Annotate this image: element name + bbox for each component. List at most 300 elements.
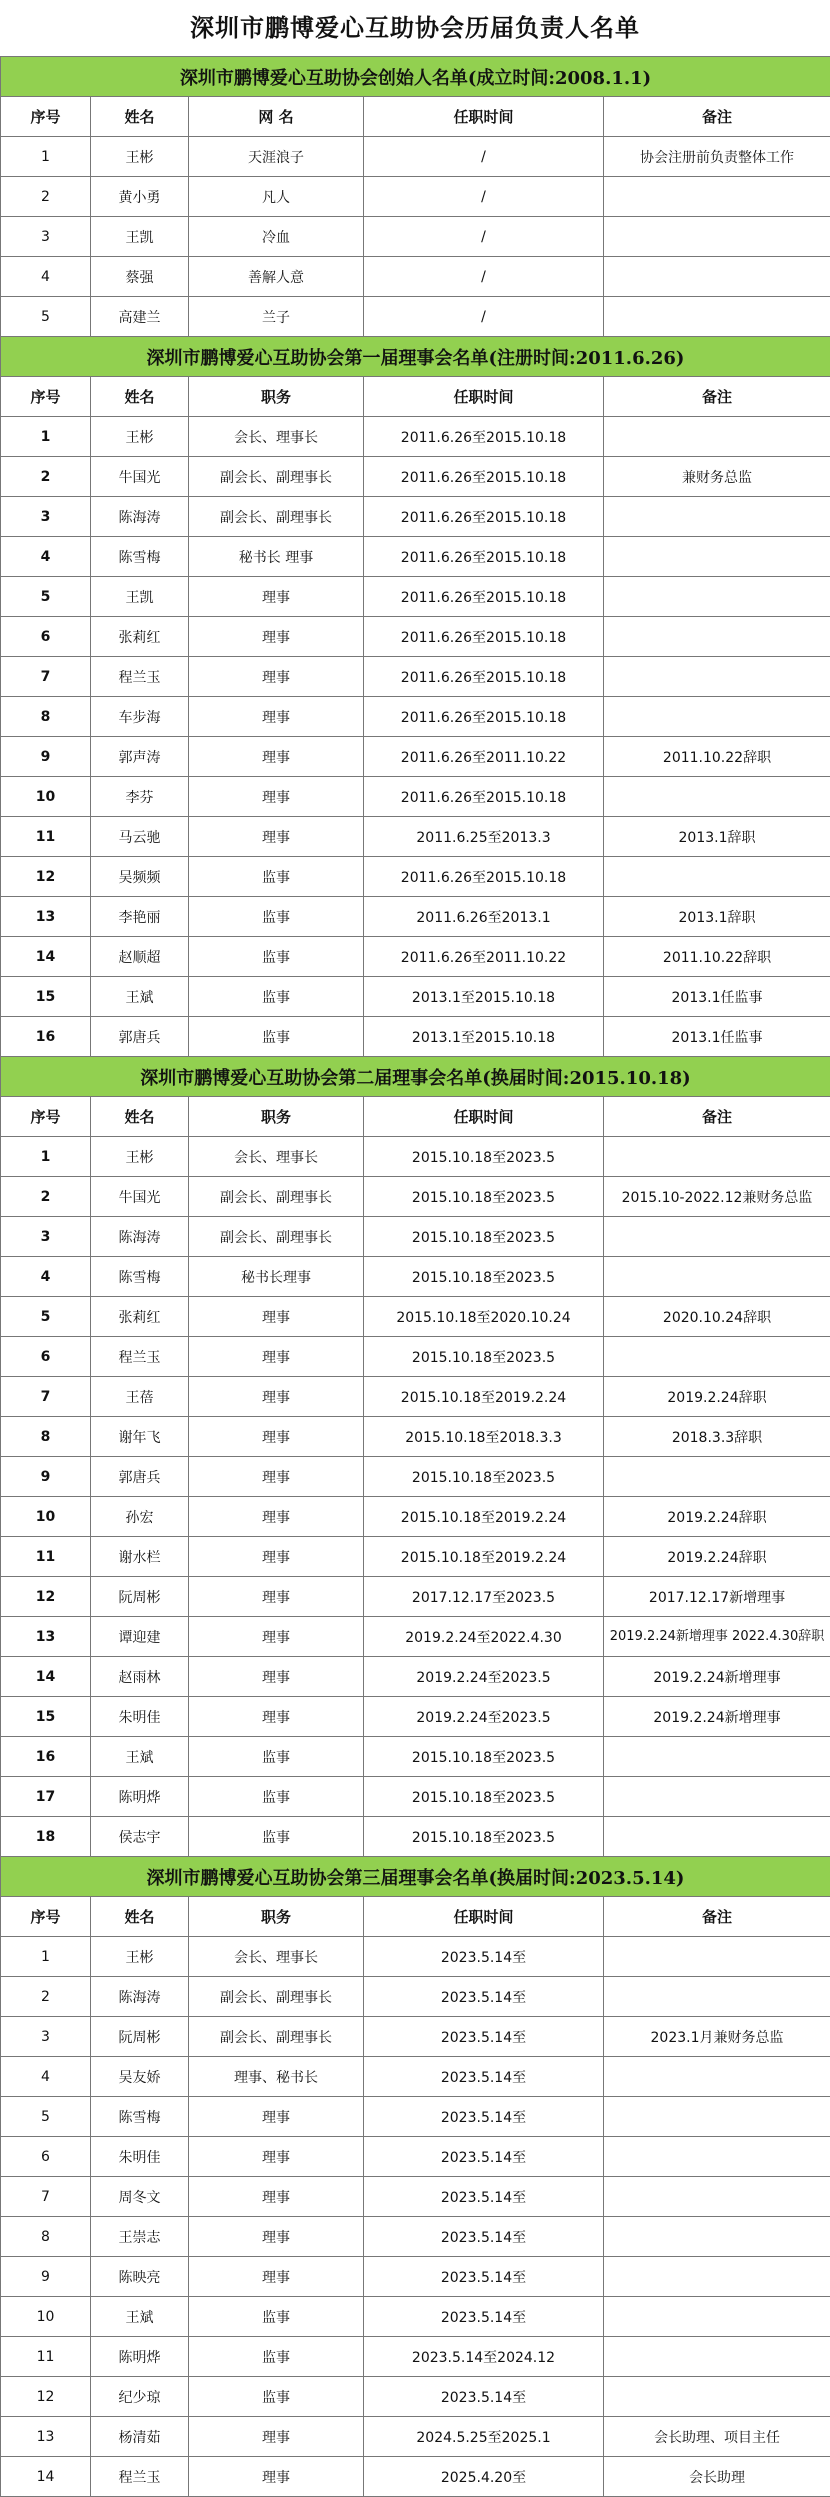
member-name: 朱明佳 [91,1697,189,1737]
table-row [1,417,830,457]
term-period: 2015.10.18至2023.5 [364,1137,604,1177]
remark [604,1457,830,1497]
table-row [1,2457,830,2497]
remark: 2013.1任监事 [604,977,830,1017]
row-index: 11 [1,2337,91,2377]
row-index: 9 [1,2257,91,2297]
remark: 2015.10-2022.12兼财务总监 [604,1177,830,1217]
remark [604,1777,830,1817]
column-header: 姓名 [91,377,189,417]
table-row [1,1177,830,1217]
member-role: 理事 [189,737,364,777]
table-row [1,2257,830,2297]
term-period: 2015.10.18至2023.5 [364,1817,604,1857]
member-role: 理事 [189,2217,364,2257]
remark [604,1937,830,1977]
member-name: 黄小勇 [91,177,189,217]
column-header: 序号 [1,1897,91,1937]
member-role: 理事 [189,2097,364,2137]
remark [604,1817,830,1857]
section-title: 深圳市鹏博爱心互助协会第一届理事会名单(注册时间:2011.6.26) [1,337,830,377]
table-row [1,2377,830,2417]
member-name: 纪少琼 [91,2377,189,2417]
remark [604,417,830,457]
remark [604,1977,830,2017]
remark [604,617,830,657]
member-name: 王彬 [91,1937,189,1977]
row-index: 2 [1,1177,91,1217]
member-role: 会长、理事长 [189,417,364,457]
row-index: 7 [1,2177,91,2217]
row-index: 4 [1,2057,91,2097]
member-name: 程兰玉 [91,657,189,697]
remark: 2019.2.24辞职 [604,1377,830,1417]
member-name: 王斌 [91,2297,189,2337]
member-role: 副会长、副理事长 [189,1177,364,1217]
term-period: 2023.5.14至 [364,2097,604,2137]
member-role: 理事 [189,1377,364,1417]
member-role: 监事 [189,1737,364,1777]
column-header: 备注 [604,1897,830,1937]
table-row [1,1577,830,1617]
member-role: 理事 [189,777,364,817]
row-index: 12 [1,2377,91,2417]
row-index: 3 [1,1217,91,1257]
table-row [1,857,830,897]
member-name: 牛国光 [91,1177,189,1217]
member-role: 理事 [189,697,364,737]
member-role: 监事 [189,897,364,937]
table-row [1,2417,830,2457]
term-period: 2011.6.26至2015.10.18 [364,657,604,697]
member-name: 王斌 [91,1737,189,1777]
term-period: 2013.1至2015.10.18 [364,1017,604,1057]
member-name: 马云驰 [91,817,189,857]
term-period: 2023.5.14至 [364,2297,604,2337]
table-row [1,2297,830,2337]
term-period: 2011.6.25至2013.3 [364,817,604,857]
term-period: 2015.10.18至2023.5 [364,1777,604,1817]
member-name: 张莉红 [91,1297,189,1337]
section-title-row [1,1057,830,1097]
member-role: 理事 [189,1297,364,1337]
member-name: 吴友娇 [91,2057,189,2097]
member-role: 善解人意 [189,257,364,297]
member-role: 理事 [189,657,364,697]
remark [604,1337,830,1377]
column-header: 职务 [189,1897,364,1937]
member-role: 理事 [189,1337,364,1377]
row-index: 7 [1,1377,91,1417]
member-role: 理事 [189,1497,364,1537]
member-name: 郭声涛 [91,737,189,777]
term-period: 2017.12.17至2023.5 [364,1577,604,1617]
member-role: 理事 [189,1617,364,1657]
term-period: 2015.10.18至2023.5 [364,1457,604,1497]
table-row [1,697,830,737]
member-name: 侯志宇 [91,1817,189,1857]
remark: 2013.1任监事 [604,1017,830,1057]
remark: 2019.2.24辞职 [604,1537,830,1577]
term-period: 2015.10.18至2020.10.24 [364,1297,604,1337]
member-role: 理事 [189,617,364,657]
row-index: 13 [1,897,91,937]
member-name: 王彬 [91,1137,189,1177]
term-period: 2023.5.14至 [364,2257,604,2297]
member-name: 陈明烨 [91,2337,189,2377]
term-period: 2023.5.14至 [364,2177,604,2217]
member-name: 陈雪梅 [91,2097,189,2137]
table-row [1,1937,830,1977]
member-role: 监事 [189,2297,364,2337]
member-name: 谭迎建 [91,1617,189,1657]
column-header: 职务 [189,377,364,417]
row-index: 18 [1,1817,91,1857]
row-index: 5 [1,1297,91,1337]
table-row [1,2337,830,2377]
member-role: 理事 [189,1697,364,1737]
remark: 兼财务总监 [604,457,830,497]
remark [604,2377,830,2417]
row-index: 4 [1,1257,91,1297]
column-header: 姓名 [91,97,189,137]
table-row [1,2057,830,2097]
member-role: 监事 [189,2377,364,2417]
member-role: 理事 [189,2457,364,2497]
remark [604,577,830,617]
table-header-row [1,1097,830,1137]
row-index: 10 [1,2297,91,2337]
remark [604,217,830,257]
table-row [1,1617,830,1657]
remark [604,2177,830,2217]
remark: 2023.1月兼财务总监 [604,2017,830,2057]
row-index: 12 [1,857,91,897]
row-index: 10 [1,777,91,817]
member-name: 吴频频 [91,857,189,897]
row-index: 1 [1,417,91,457]
term-period: 2011.6.26至2013.1 [364,897,604,937]
term-period: 2023.5.14至 [364,2057,604,2097]
section-title: 深圳市鹏博爱心互助协会第三届理事会名单(换届时间:2023.5.14) [1,1857,830,1897]
row-index: 8 [1,1417,91,1457]
remark [604,2057,830,2097]
remark [604,2257,830,2297]
term-period: 2011.6.26至2015.10.18 [364,857,604,897]
section-title-row [1,57,830,97]
table-row [1,1977,830,2017]
term-period: 2015.10.18至2019.2.24 [364,1497,604,1537]
row-index: 12 [1,1577,91,1617]
council1-table [0,336,830,1057]
remark [604,1737,830,1777]
row-index: 5 [1,297,91,337]
table-row [1,937,830,977]
table-row [1,257,830,297]
remark [604,2297,830,2337]
row-index: 15 [1,1697,91,1737]
remark: 2020.10.24辞职 [604,1297,830,1337]
term-period: 2015.10.18至2023.5 [364,1737,604,1777]
row-index: 15 [1,977,91,1017]
term-period: 2023.5.14至2024.12 [364,2337,604,2377]
table-row [1,1017,830,1057]
remark [604,777,830,817]
row-index: 7 [1,657,91,697]
term-period: 2011.6.26至2015.10.18 [364,537,604,577]
remark: 2018.3.3辞职 [604,1417,830,1457]
remark [604,257,830,297]
column-header: 任职时间 [364,1097,604,1137]
row-index: 5 [1,2097,91,2137]
row-index: 5 [1,577,91,617]
row-index: 6 [1,2137,91,2177]
member-role: 理事 [189,1577,364,1617]
member-name: 朱明佳 [91,2137,189,2177]
table-row [1,537,830,577]
member-role: 理事 [189,2137,364,2177]
member-name: 王崇志 [91,2217,189,2257]
member-name: 陈海涛 [91,497,189,537]
member-role: 监事 [189,937,364,977]
member-name: 张莉红 [91,617,189,657]
term-period: 2025.4.20至 [364,2457,604,2497]
term-period: / [364,137,604,177]
member-role: 理事 [189,577,364,617]
member-name: 郭唐兵 [91,1017,189,1057]
remark [604,697,830,737]
member-role: 理事 [189,2417,364,2457]
remark: 2011.10.22辞职 [604,937,830,977]
member-name: 王蓓 [91,1377,189,1417]
member-name: 王彬 [91,417,189,457]
table-row [1,617,830,657]
row-index: 2 [1,1977,91,2017]
table-header-row [1,97,830,137]
member-role: 副会长、副理事长 [189,1977,364,2017]
member-role: 理事、秘书长 [189,2057,364,2097]
member-role: 监事 [189,1017,364,1057]
member-name: 程兰玉 [91,1337,189,1377]
table-row [1,1297,830,1337]
remark: 2019.2.24辞职 [604,1497,830,1537]
term-period: 2024.5.25至2025.1 [364,2417,604,2457]
member-name: 王彬 [91,137,189,177]
member-name: 陈海涛 [91,1977,189,2017]
term-period: 2013.1至2015.10.18 [364,977,604,1017]
member-role: 理事 [189,1537,364,1577]
row-index: 14 [1,1657,91,1697]
row-index: 1 [1,1937,91,1977]
table-row [1,817,830,857]
column-header: 任职时间 [364,97,604,137]
table-row [1,1497,830,1537]
column-header: 任职时间 [364,377,604,417]
table-row [1,2017,830,2057]
column-header: 姓名 [91,1897,189,1937]
row-index: 3 [1,217,91,257]
member-name: 王凯 [91,577,189,617]
table-row [1,137,830,177]
term-period: 2015.10.18至2023.5 [364,1337,604,1377]
member-role: 秘书长理事 [189,1257,364,1297]
row-index: 3 [1,497,91,537]
term-period: 2023.5.14至 [364,2377,604,2417]
term-period: 2015.10.18至2023.5 [364,1217,604,1257]
column-header: 职务 [189,1097,364,1137]
member-role: 凡人 [189,177,364,217]
column-header: 序号 [1,97,91,137]
row-index: 16 [1,1737,91,1777]
table-row [1,657,830,697]
member-role: 会长、理事长 [189,1937,364,1977]
row-index: 13 [1,2417,91,2457]
member-role: 副会长、副理事长 [189,497,364,537]
column-header: 序号 [1,1097,91,1137]
table-row [1,497,830,537]
member-role: 监事 [189,1777,364,1817]
member-name: 李艳丽 [91,897,189,937]
remark [604,2097,830,2137]
member-role: 理事 [189,1657,364,1697]
table-row [1,2137,830,2177]
member-name: 郭唐兵 [91,1457,189,1497]
section-title: 深圳市鹏博爱心互助协会创始人名单(成立时间:2008.1.1) [1,57,830,97]
term-period: 2015.10.18至2019.2.24 [364,1537,604,1577]
member-role: 理事 [189,817,364,857]
member-name: 牛国光 [91,457,189,497]
table-row [1,457,830,497]
row-index: 8 [1,2217,91,2257]
term-period: 2023.5.14至 [364,1937,604,1977]
remark: 2017.12.17新增理事 [604,1577,830,1617]
row-index: 9 [1,737,91,777]
row-index: 6 [1,617,91,657]
member-name: 阮周彬 [91,2017,189,2057]
column-header: 备注 [604,1097,830,1137]
term-period: 2011.6.26至2015.10.18 [364,497,604,537]
member-role: 天涯浪子 [189,137,364,177]
remark [604,537,830,577]
section-title: 深圳市鹏博爱心互助协会第二届理事会名单(换届时间:2015.10.18) [1,1057,830,1097]
table-row [1,1417,830,1457]
member-role: 兰子 [189,297,364,337]
member-role: 监事 [189,2337,364,2377]
term-period: 2011.6.26至2015.10.18 [364,457,604,497]
table-row [1,2217,830,2257]
term-period: 2011.6.26至2015.10.18 [364,577,604,617]
table-row [1,1817,830,1857]
remark: 2013.1辞职 [604,817,830,857]
remark: 2011.10.22辞职 [604,737,830,777]
term-period: 2015.10.18至2019.2.24 [364,1377,604,1417]
table-header-row [1,377,830,417]
member-role: 理事 [189,1457,364,1497]
term-period: 2023.5.14至 [364,1977,604,2017]
remark [604,2217,830,2257]
term-period: 2019.2.24至2023.5 [364,1697,604,1737]
member-name: 陈海涛 [91,1217,189,1257]
council2-table [0,1056,830,1857]
term-period: / [364,297,604,337]
member-name: 陈雪梅 [91,537,189,577]
member-role: 监事 [189,1817,364,1857]
remark [604,177,830,217]
term-period: 2015.10.18至2023.5 [364,1177,604,1217]
table-row [1,1377,830,1417]
term-period: 2011.6.26至2015.10.18 [364,777,604,817]
row-index: 10 [1,1497,91,1537]
member-name: 赵顺超 [91,937,189,977]
column-header: 备注 [604,97,830,137]
member-role: 会长、理事长 [189,1137,364,1177]
table-row [1,1697,830,1737]
row-index: 4 [1,537,91,577]
row-index: 9 [1,1457,91,1497]
member-role: 副会长、副理事长 [189,1217,364,1257]
member-name: 周冬文 [91,2177,189,2217]
column-header: 任职时间 [364,1897,604,1937]
row-index: 1 [1,137,91,177]
remark [604,2137,830,2177]
table-row [1,737,830,777]
table-row [1,2097,830,2137]
table-row [1,297,830,337]
row-index: 11 [1,1537,91,1577]
table-row [1,1217,830,1257]
column-header: 姓名 [91,1097,189,1137]
remark [604,857,830,897]
remark: 会长助理、项目主任 [604,2417,830,2457]
row-index: 2 [1,177,91,217]
remark [604,657,830,697]
row-index: 6 [1,1337,91,1377]
member-name: 杨清茹 [91,2417,189,2457]
term-period: 2011.6.26至2015.10.18 [364,697,604,737]
member-name: 陈映亮 [91,2257,189,2297]
remark: 2019.2.24新增理事 [604,1657,830,1697]
term-period: 2011.6.26至2015.10.18 [364,417,604,457]
member-role: 冷血 [189,217,364,257]
remark [604,1257,830,1297]
member-role: 副会长、副理事长 [189,2017,364,2057]
member-role: 理事 [189,2257,364,2297]
term-period: 2019.2.24至2022.4.30 [364,1617,604,1657]
remark: 会长助理 [604,2457,830,2497]
row-index: 2 [1,457,91,497]
table-row [1,1137,830,1177]
row-index: 16 [1,1017,91,1057]
term-period: 2019.2.24至2023.5 [364,1657,604,1697]
remark: 协会注册前负责整体工作 [604,137,830,177]
table-row [1,217,830,257]
column-header: 序号 [1,377,91,417]
remark [604,497,830,537]
page-title: 深圳市鹏博爱心互助协会历届负责人名单 [190,13,640,42]
section-title-row [1,1857,830,1897]
row-index: 14 [1,937,91,977]
row-index: 8 [1,697,91,737]
term-period: 2023.5.14至 [364,2217,604,2257]
term-period: / [364,257,604,297]
member-name: 陈雪梅 [91,1257,189,1297]
remark: 2019.2.24新增理事 2022.4.30辞职 [604,1617,830,1657]
row-index: 11 [1,817,91,857]
term-period: 2015.10.18至2023.5 [364,1257,604,1297]
row-index: 13 [1,1617,91,1657]
member-role: 副会长、副理事长 [189,457,364,497]
remark [604,1137,830,1177]
